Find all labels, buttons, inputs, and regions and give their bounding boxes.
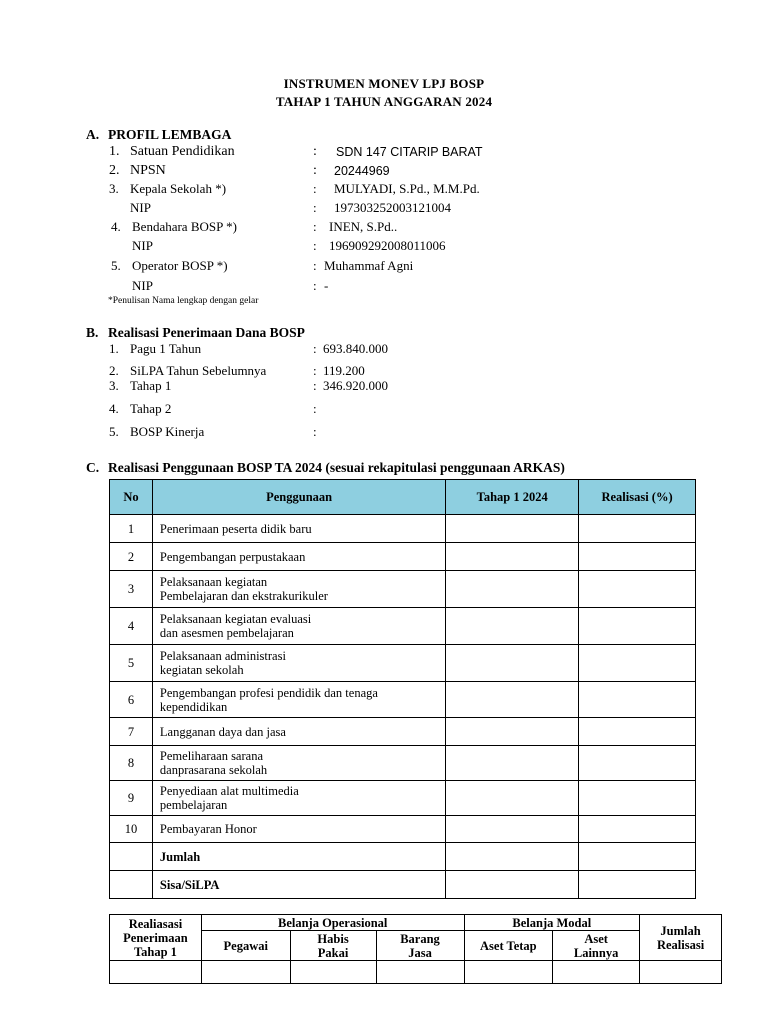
sisa-label: Sisa/SiLPA xyxy=(152,871,445,899)
row-value: 20244969 xyxy=(334,164,390,178)
header-realisasi-penerimaan: Realiasasi Penerimaan Tahap 1 xyxy=(110,915,202,961)
row-label: Tahap 1 xyxy=(130,378,172,393)
table-row xyxy=(110,718,696,746)
expenditure-header-row2 xyxy=(110,931,722,961)
row-number: 2. xyxy=(109,163,120,178)
cell-no: 5 xyxy=(110,645,153,682)
table-row xyxy=(110,515,696,543)
row-number: 5. xyxy=(109,424,119,439)
row-colon: : xyxy=(313,219,317,234)
cell-penggunaan xyxy=(152,682,445,718)
cell-penggunaan xyxy=(152,718,445,746)
row-label: NIP xyxy=(132,238,153,253)
row-colon: : xyxy=(313,181,317,196)
section-a-letter: A. xyxy=(86,127,100,142)
row-value: 196909292008011006 xyxy=(329,238,446,253)
jumlah-label: Jumlah xyxy=(152,843,445,871)
use-line1: Pembayaran Honor xyxy=(159,822,257,836)
usage-table xyxy=(109,479,696,899)
cell-realisasi[interactable] xyxy=(579,608,696,645)
section-b-letter: B. xyxy=(86,325,99,340)
table-row xyxy=(110,781,696,816)
cell-penggunaan xyxy=(152,571,445,608)
expenditure-header-row1 xyxy=(110,915,722,931)
cell-tahap1[interactable] xyxy=(446,843,579,871)
cell-tahap1[interactable] xyxy=(446,608,579,645)
table-row xyxy=(110,682,696,718)
table-row xyxy=(110,543,696,571)
cell-penggunaan xyxy=(152,515,445,543)
row-number: 5. xyxy=(111,258,121,273)
header-jumlah-realisasi: Jumlah Realisasi xyxy=(640,915,722,961)
cell-realisasi[interactable] xyxy=(579,515,696,543)
use-line1: Pengembangan profesi pendidik dan tenaga xyxy=(159,685,378,700)
cell-tahap1[interactable] xyxy=(446,718,579,746)
cell-realisasi[interactable] xyxy=(579,645,696,682)
row-value: 197303252003121004 xyxy=(334,200,451,215)
expenditure-data-row xyxy=(110,961,722,984)
cell-no: 1 xyxy=(110,515,153,543)
row-label: Kepala Sekolah *) xyxy=(130,181,227,196)
section-b-title: Realisasi Penerimaan Dana BOSP xyxy=(108,325,305,340)
cell-realisasi[interactable] xyxy=(579,571,696,608)
use-line1: Penyediaan alat multimedia xyxy=(159,784,299,798)
section-a-heading xyxy=(86,127,231,143)
header-belanja-modal: Belanja Modal xyxy=(464,915,640,931)
cell-realisasi[interactable] xyxy=(579,718,696,746)
cell-barang-jasa[interactable] xyxy=(376,961,464,984)
header-belanja-operasional: Belanja Operasional xyxy=(201,915,464,931)
cell-no: 4 xyxy=(110,608,153,645)
row-value: SDN 147 CITARIP BARAT xyxy=(336,145,483,159)
cell-no: 10 xyxy=(110,816,153,843)
section-c-letter: C. xyxy=(86,460,100,475)
use-line2: dan asesmen pembelajaran xyxy=(159,626,294,640)
row-value: INEN, S.Pd.. xyxy=(329,219,398,234)
use-line1: Langganan daya dan jasa xyxy=(159,724,286,739)
cell-penggunaan xyxy=(152,816,445,843)
cell-tahap1[interactable] xyxy=(446,571,579,608)
cell-jumlah-realisasi[interactable] xyxy=(640,961,722,984)
use-line1: Pengembangan perpustakaan xyxy=(159,549,306,564)
cell-no: 9 xyxy=(110,781,153,816)
row-label: BOSP Kinerja xyxy=(130,424,205,439)
use-line2: kependidikan xyxy=(159,699,228,714)
table-row xyxy=(110,816,696,843)
use-line1: Pelaksanaan kegiatan evaluasi xyxy=(159,612,312,626)
document-title-line2: TAHAP 1 TAHUN ANGGARAN 2024 xyxy=(275,94,493,109)
header-aset-tetap: Aset Tetap xyxy=(464,931,553,961)
header-tahap1: Tahap 1 2024 xyxy=(446,480,579,515)
cell-tahap1[interactable] xyxy=(446,682,579,718)
cell-tahap1[interactable] xyxy=(446,543,579,571)
cell-realisasi[interactable] xyxy=(579,871,696,899)
cell-realisasi[interactable] xyxy=(579,816,696,843)
row-label: Satuan Pendidikan xyxy=(130,144,235,159)
row-label: SiLPA Tahun Sebelumnya xyxy=(130,363,267,378)
header-aset-lainnya: Aset Lainnya xyxy=(553,931,640,961)
header-pegawai: Pegawai xyxy=(201,931,290,961)
row-number: 1. xyxy=(109,144,120,159)
header-habis-pakai: Habis Pakai xyxy=(290,931,376,961)
table-row xyxy=(110,608,696,645)
cell-penggunaan xyxy=(152,645,445,682)
cell-realisasi-penerimaan[interactable] xyxy=(110,961,202,984)
cell-realisasi[interactable] xyxy=(579,781,696,816)
cell-tahap1[interactable] xyxy=(446,871,579,899)
cell-penggunaan xyxy=(152,608,445,645)
row-label: NIP xyxy=(132,278,153,293)
table-row xyxy=(110,645,696,682)
row-label: NIP xyxy=(130,200,151,215)
header-realisasi: Realisasi (%) xyxy=(579,480,696,515)
cell-penggunaan xyxy=(152,543,445,571)
row-colon: : xyxy=(313,238,317,253)
cell-no: 3 xyxy=(110,571,153,608)
use-line2: danprasarana sekolah xyxy=(159,763,268,777)
use-line1: Pemeliharaan sarana xyxy=(159,749,263,763)
cell-tahap1[interactable] xyxy=(446,781,579,816)
table-row-sisa xyxy=(110,871,696,899)
cell-realisasi[interactable] xyxy=(579,682,696,718)
row-label: Tahap 2 xyxy=(130,401,172,416)
section-c-title: Realisasi Penggunaan BOSP TA 2024 (sesuai rekapitulasi penggunaan ARKAS) xyxy=(108,460,565,475)
row-colon: : xyxy=(313,200,317,215)
cell-no: 2 xyxy=(110,543,153,571)
use-line2: Pembelajaran dan ekstrakurikuler xyxy=(159,589,328,603)
cell-aset-tetap[interactable] xyxy=(464,961,553,984)
section-b-heading xyxy=(86,325,305,341)
row-colon: : xyxy=(313,401,317,416)
use-line2: pembelajaran xyxy=(159,798,228,812)
section-c-heading xyxy=(86,460,565,476)
row-value: - xyxy=(324,278,329,293)
cell-tahap1[interactable] xyxy=(446,746,579,781)
section-a-title: PROFIL LEMBAGA xyxy=(108,127,232,142)
cell-realisasi[interactable] xyxy=(579,843,696,871)
row-value: 693.840.000 xyxy=(323,341,388,356)
use-line1: Pelaksanaan administrasi xyxy=(159,649,286,663)
cell-aset-lainnya[interactable] xyxy=(553,961,640,984)
usage-table-header xyxy=(110,480,696,515)
row-value: MULYADI, S.Pd., M.M.Pd. xyxy=(334,181,480,196)
document-title-line1: INSTRUMEN MONEV LPJ BOSP xyxy=(283,76,485,91)
row-label: Operator BOSP *) xyxy=(132,258,228,273)
cell-no: 7 xyxy=(110,718,153,746)
cell-no xyxy=(110,843,153,871)
header-penggunaan: Penggunaan xyxy=(152,480,445,515)
cell-pegawai[interactable] xyxy=(201,961,290,984)
row-number: 3. xyxy=(109,181,119,196)
row-number: 4. xyxy=(111,219,121,234)
table-row xyxy=(110,746,696,781)
row-colon: : xyxy=(313,258,317,273)
row-value: Muhammaf Agni xyxy=(324,258,414,273)
row-number: 2. xyxy=(109,363,119,378)
row-label: Bendahara BOSP *) xyxy=(132,219,237,234)
cell-penggunaan xyxy=(152,746,445,781)
row-label: Pagu 1 Tahun xyxy=(130,341,202,356)
row-colon: : xyxy=(313,424,317,439)
row-colon: : xyxy=(313,341,317,356)
header-barang-jasa: Barang Jasa xyxy=(376,931,464,961)
use-line2: kegiatan sekolah xyxy=(159,663,244,677)
row-colon: : xyxy=(313,144,317,159)
row-label: NPSN xyxy=(130,163,166,178)
row-value: 346.920.000 xyxy=(323,378,388,393)
cell-tahap1[interactable] xyxy=(446,645,579,682)
profile-footnote: *Penulisan Nama lengkap dengan gelar xyxy=(108,296,259,306)
cell-penggunaan xyxy=(152,781,445,816)
cell-tahap1[interactable] xyxy=(446,816,579,843)
use-line1: Pelaksanaan kegiatan xyxy=(159,575,268,589)
cell-realisasi[interactable] xyxy=(579,543,696,571)
header-no: No xyxy=(110,480,153,515)
row-colon: : xyxy=(313,278,317,293)
cell-no xyxy=(110,871,153,899)
row-colon: : xyxy=(313,163,317,178)
row-number: 3. xyxy=(109,378,119,393)
cell-no: 8 xyxy=(110,746,153,781)
row-value: 119.200 xyxy=(323,363,365,378)
row-number: 1. xyxy=(109,341,119,356)
use-line1: Penerimaan peserta didik baru xyxy=(159,521,312,536)
expenditure-table xyxy=(109,914,722,984)
row-colon: : xyxy=(313,378,317,393)
row-colon: : xyxy=(313,363,317,378)
table-row xyxy=(110,571,696,608)
cell-habis-pakai[interactable] xyxy=(290,961,376,984)
cell-realisasi[interactable] xyxy=(579,746,696,781)
cell-no: 6 xyxy=(110,682,153,718)
cell-tahap1[interactable] xyxy=(446,515,579,543)
row-number: 4. xyxy=(109,401,119,416)
table-row-jumlah xyxy=(110,843,696,871)
